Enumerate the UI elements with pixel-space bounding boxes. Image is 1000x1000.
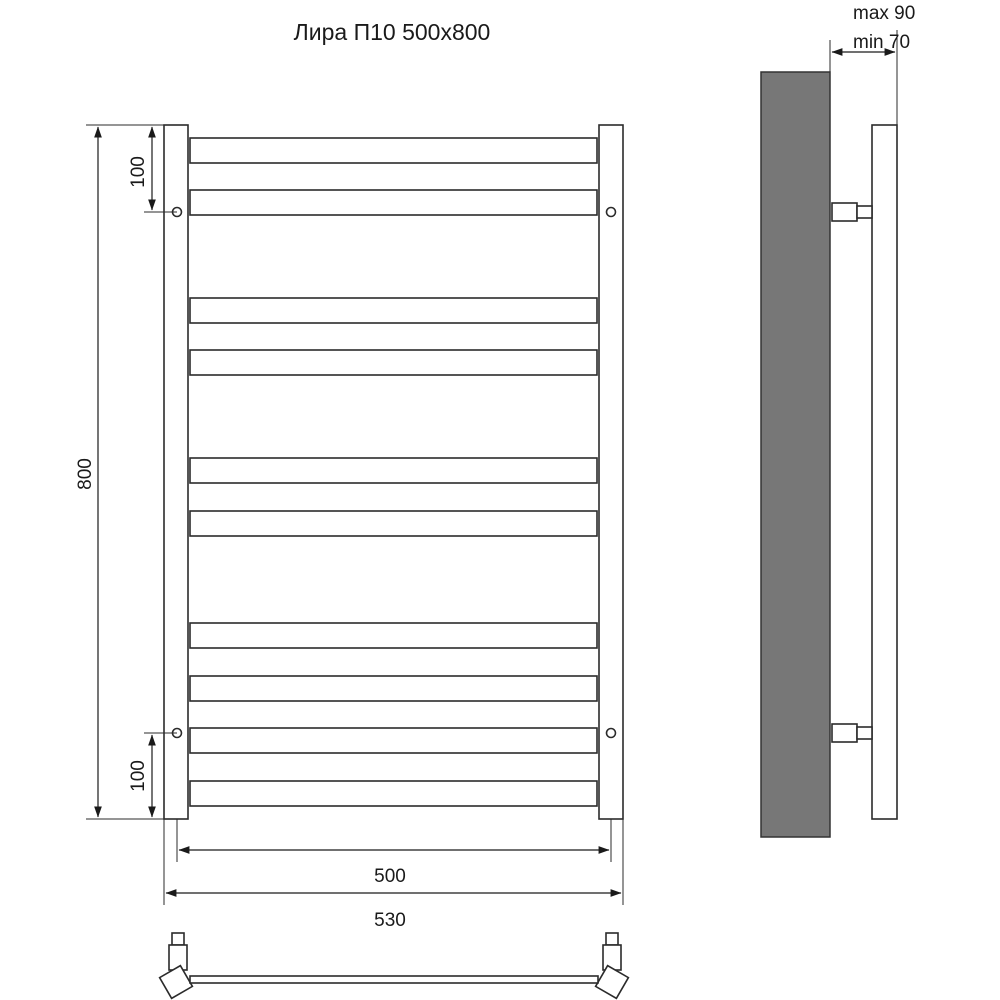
crossbar-3 [190,298,597,323]
crossbar-10 [190,781,597,806]
crossbar-2 [190,190,597,215]
dimension-outer-width [166,893,621,931]
side-rail [872,125,897,819]
top-view-bar [190,976,598,983]
right-rail [599,125,623,819]
dimension-height-label: 800 [75,458,96,490]
mount-point-top-right [607,208,616,217]
dimension-inner-width-label: 500 [374,866,406,887]
dimension-top-offset-label: 100 [128,156,149,188]
drawing-title: Лира П10 500x800 [293,19,491,45]
crossbars [190,138,597,806]
crossbar-8 [190,676,597,701]
crossbar-7 [190,623,597,648]
depth-max-label: max 90 [853,3,916,24]
side-view [761,72,897,837]
crossbar-1 [190,138,597,163]
dimension-depth [830,3,915,125]
front-view [164,125,623,905]
bracket-bottom [832,724,857,742]
left-rail [164,125,188,819]
dimension-inner-width [179,850,609,887]
top-view [160,933,629,998]
crossbar-4 [190,350,597,375]
dimension-outer-width-label: 530 [374,910,406,931]
mount-point-bottom-right [607,729,616,738]
wall [761,72,830,837]
crossbar-6 [190,511,597,536]
bracket-top [832,203,857,221]
crossbar-5 [190,458,597,483]
dimension-height [75,125,164,819]
crossbar-9 [190,728,597,753]
depth-min-label: min 70 [853,32,911,53]
dimension-bottom-offset-label: 100 [128,760,149,792]
